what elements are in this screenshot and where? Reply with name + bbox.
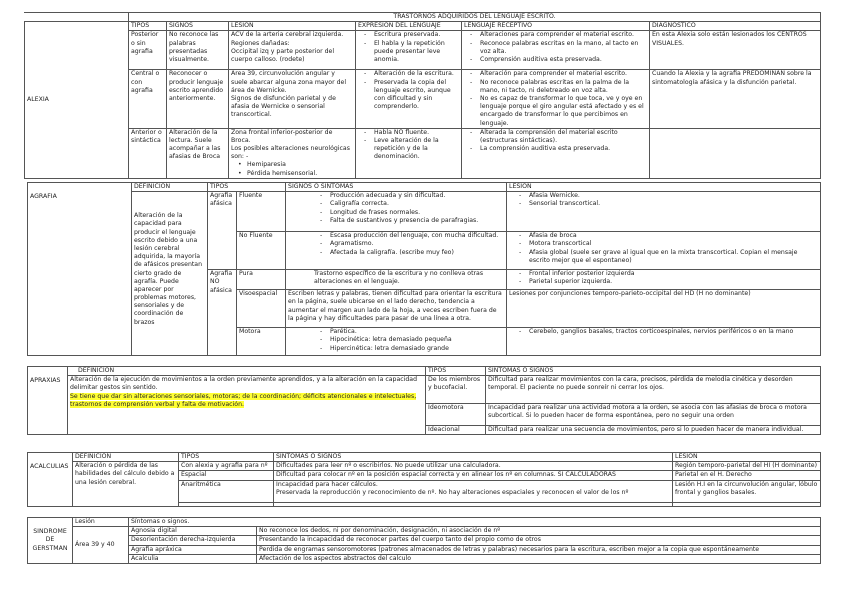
alexia-title: TRASTORNOS ADQUIRIDOS DEL LENGUAJE ESCRITO. [129, 13, 821, 22]
gerstman-table [27, 517, 821, 564]
acalculias-header-tipos: TIPOS [179, 453, 274, 462]
apraxias-signo-ideacional: Dificultad para realizar una secuencia de movimientos, pero si lo pueden hacer de manera individual. [486, 426, 821, 435]
acalculias-definicion: Alteración o pérdida de las habilidades del cálculo debido a una lesión cerebral. [73, 462, 179, 506]
gerstman-desc-agnosia: No reconoce los dedos, ni por denominación, designación, ni asociación de nº [257, 527, 821, 536]
alexia-expresion-anterior: - Habla NO fluente. - Leve alteración de la repetición y de la denominación. [356, 128, 462, 178]
gerstman-header-sintomas: Síntomas o signos. [129, 518, 821, 527]
gerstman-nombre-acalculia: Acalculia [129, 554, 257, 563]
acalculias-lesion-espacial: Parietal en el H. Derecho [673, 471, 821, 480]
acalculias-lesion-anaritmetica: Lesión H.I en la circunvolución angular, lóbulo frontal y ganglios basales. [673, 480, 821, 502]
apraxias-signo-miembros: Dificultad para realizar movimientos con la cara, precisos, pérdida de melodía cinética y desorden temporal. El paciente no puede sonreír ni cerrar los ojos. [486, 376, 821, 404]
gerstman-header-lesion: Lesión [73, 518, 129, 527]
apraxias-tipo-ideomotora: Ideomotora [426, 404, 486, 426]
apraxias-tipo-miembros: De los miembros y bucofacial. [426, 376, 486, 404]
acalculias-header-lesion: LESIÓN [673, 453, 821, 462]
acalculias-header-signos: SINTOMAS O SIGNOS [274, 453, 673, 462]
apraxias-table [27, 366, 821, 435]
gerstman-desc-desorientacion: Presentando la incapacidad de reconocer partes del cuerpo tanto del propio como de otros [257, 536, 821, 545]
alexia-diagnostico-central: Cuando la Alexia y la agrafia PREDOMINAN sobre la sintomatología afásica y la disfunción parietal. [650, 70, 821, 128]
agrafia-tipo-motora: Motora [237, 328, 286, 356]
agrafia-signos-pura: Trastorno específico de la escritura y no conlleva otras alteraciones en el lenguaje. [286, 270, 507, 290]
acalculias-signo-alexia: Dificultades para leer nº o escribirlos. No puede utilizar una calculadora. [274, 462, 673, 471]
agrafia-signos-nofluente: - Escasa producción del lenguaje, con mucha dificultad. - Agramatismo. - Afectada la caligrafía. (escribe muy feo) [286, 232, 507, 270]
agrafia-lesion-visoespacial: Lesiones por conjunciones temporo-parieto-occipital del HD (H no dominante) [507, 290, 821, 328]
agrafia-signos-motora: - Parética. - Hipocinética: letra demasiado pequeña - Hipercinética: letra demasiado grande [286, 328, 507, 356]
acalculias-table [27, 452, 821, 507]
gerstman-nombre-agrafia: Agrafia apráxica [129, 545, 257, 554]
gerstman-label: SINDROME DE GERSTMAN [28, 518, 73, 564]
acalculias-lesion-alexia: Región temporo-parietal del HI (H dominante) [673, 462, 821, 471]
agrafia-lesion-pura: - Frontal inferior posterior izquierda - Parietal superior izquierda. [507, 270, 821, 290]
agrafia-tipo-pura: Pura [237, 270, 286, 290]
agrafia-tipo-visoespacial: Visoespacial [237, 290, 286, 328]
alexia-table [24, 12, 821, 179]
alexia-diagnostico-posterior: En esta Alexia solo están lesionados los CENTROS VISUALES. [650, 31, 821, 70]
gerstman-lesion: Área 39 y 40 [73, 527, 129, 564]
acalculias-header-definicion: DEFINICIÓN [73, 453, 179, 462]
header-tipos: TIPOS [129, 22, 167, 31]
gerstman-desc-acalculia: Afectación de los aspectos abstractos del calculo [257, 554, 821, 563]
apraxias-header-definicion: DEFINICIÓN [68, 367, 426, 376]
alexia-receptivo-anterior: - Alterada la comprensión del material escrito (estructuras sintácticas). - La comprensión auditiva esta preservada. [462, 128, 650, 178]
apraxias-tipo-ideacional: Ideacional [426, 426, 486, 435]
header-lesion: LESIÓN [229, 22, 356, 31]
gerstman-nombre-desorientacion: Desorientación derecha-izquierda [129, 536, 257, 545]
header-receptivo: LENGUAJE RECEPTIVO [462, 22, 650, 31]
apraxias-definicion: Alteración de la ejecución de movimientos a la orden previamente aprendidos, y a la alteración en la capacidad delimitar gestos sin sentido. Se tiene que dar sin alteraciones sensoriales, motoras; de la coordinación; déficits atencionales e intelectuales, trastornos de comprensión verbal y falta de motivación. [68, 376, 426, 435]
gerstman-desc-agrafia: Perdida de engramas sensoromotores (patrones almacenados de letras y palabras) necesarios para la escritura, escriben mejor a la copia que espontáneamente [257, 545, 821, 554]
alexia-tipo-central: Central o con agrafia [129, 70, 167, 128]
apraxias-header-signos: SINTOMAS O SIGNOS [486, 367, 821, 376]
apraxias-signo-ideomotora: Incapacidad para realizar una actividad motora a la orden, se asocia con las afasias de broca o motora subcortical. Si lo pueden hacer de forma espontánea, pero no seguir una orden [486, 404, 821, 426]
gerstman-nombre-agnosia: Agnosia digital [129, 527, 257, 536]
agrafia-group-noafasica: Agrafia NO afásica [208, 270, 237, 356]
alexia-signos-anterior: Alteración de la lectura. Suele acompañar a las afasias de Broca [167, 128, 229, 178]
agrafia-table [27, 182, 821, 356]
agrafia-header-lesion: LESION [507, 183, 821, 192]
alexia-lesion-central: Área 39, circunvolución angular y suele abarcar alguna zona mayor del área de Wernicke. Signos de disfunción parietal y de afasia de Wernicke o sensorial transcortical. [229, 70, 356, 128]
agrafia-header-signos: SIGNOS O SINTOMAS [286, 183, 507, 192]
alexia-receptivo-central: - Alteración para comprender el material escrito. - No reconoce palabras escritas en la palma de la mano, ni tacto, ni deletreado en voz alta. - No es capaz de transformar lo que toca, ve y oye en lenguaje porque el giro angular está afectado y es el encargado de transformar lo que percibimos en lenguaje. [462, 70, 650, 128]
alexia-expresion-central: - Alteración de la escritura. - Preservada la copia del lenguaje escrito, aunque con dificultad y sin comprenderlo. [356, 70, 462, 128]
header-diagnostico: DIAGNÓSTICO [650, 22, 821, 31]
header-signos: SIGNOS [167, 22, 229, 31]
agrafia-header-tipos: TIPOS [208, 183, 286, 192]
alexia-diagnostico-anterior [650, 128, 821, 178]
acalculias-signo-espacial: Dificultad para colocar nº en la posición espacial correcta y en alinear los nº en columnas. SI CALCULADORAS [274, 471, 673, 480]
agrafia-header-definicion: DEFINICIÓN [132, 183, 208, 192]
alexia-receptivo-posterior: - Alteraciones para comprender el material escrito. - Reconoce palabras escritas en la mano, al tacto en voz alta. - Comprensión auditiva esta preservada. [462, 31, 650, 70]
agrafia-signos-fluente: - Producción adecuada y sin dificultad. - Caligrafía correcta. - Longitud de frases normales. - Falta de sustantivos y presencia de parafragias. [286, 192, 507, 232]
acalculias-tipo-alexia: Con alexia y agrafia para nº [179, 462, 274, 471]
agrafia-group-afasica: Agrafia afásica [208, 192, 237, 270]
alexia-signos-posterior: No reconoce las palabras presentadas visualmente. [167, 31, 229, 70]
alexia-tipo-anterior: Anterior o sintáctica [129, 128, 167, 178]
agrafia-tipo-nofluente: No Fluente [237, 232, 286, 270]
acalculias-label: ACALCULIAS [28, 453, 73, 507]
agrafia-lesion-motora: - Cerebelo, ganglios basales, tractos corticoespinales, nervios periféricos o en la mano [507, 328, 821, 356]
agrafia-lesion-fluente: - Afasia Wernicke. - Sensorial transcortical. [507, 192, 821, 232]
alexia-signos-central: Reconocer o producir lenguaje escrito aprendido anteriormente. [167, 70, 229, 128]
agrafia-definicion: Alteración de la capacidad para producir el lenguaje escrito debido a una lesión cerebral adquirida, la mayoría de afásicos presentan cierto grado de agrafía. Puede aparecer por problemas motores, sensoriales y de coordinación de brazos [132, 192, 208, 356]
agrafia-label: AGRAFIA [28, 183, 132, 356]
agrafia-lesion-nofluente: - Afasia de broca - Motora transcortical - Afasia global (suele ser grave al igual que en la mixta transcortical. Copian el mensaje escrito mejor que el espontaneo) [507, 232, 821, 270]
alexia-label: ALEXIA [25, 22, 129, 179]
acalculias-tipo-espacial: Espacial [179, 471, 274, 480]
alexia-lesion-anterior: Zona frontal inferior-posterior de Broca. Los posibles alteraciones neurológicas son: - • Hemiparesia • Pérdida hemisensorial. [229, 128, 356, 178]
apraxias-highlight: Se tiene que dar sin alteraciones sensoriales, motoras; de la coordinación; déficits atencionales e intelectuales, trastornos de comprensión verbal y falta de motivación. [70, 392, 417, 408]
header-expresion: EXPRESIÓN DEL LENGUAJE [356, 22, 462, 31]
acalculias-signo-anaritmetica: Incapacidad para hacer cálculos. Preservada la reproducción y reconocimiento de nº. No hay alteraciones espaciales y reconocen el valor de los nº [274, 480, 673, 502]
agrafia-signos-visoespacial: Escriben letras y palabras, tienen dificultad para orientar la escritura en la página, suele ubicarse en el lado derecho, tendencia a aumentar el margen aun lado de la hoja, a veces escriben fuera de la página y hay dificultades para pasar de una línea a otra. [286, 290, 507, 328]
alexia-tipo-posterior: Posterior o sin agrafia [129, 31, 167, 70]
acalculias-tipo-anaritmetica: Anaritmética [179, 480, 274, 502]
apraxias-label: APRAXIAS [28, 367, 68, 435]
apraxias-header-tipos: TIPOS [426, 367, 486, 376]
alexia-lesion-posterior: ACV de la arteria cerebral izquierda. Regiones dañadas: Occipital izq y parte posterior del cuerpo calloso. (rodete) [229, 31, 356, 70]
agrafia-tipo-fluente: Fluente [237, 192, 286, 232]
alexia-expresion-posterior: - Escritura preservada. - El habla y la repetición puede presentar leve anomia. [356, 31, 462, 70]
